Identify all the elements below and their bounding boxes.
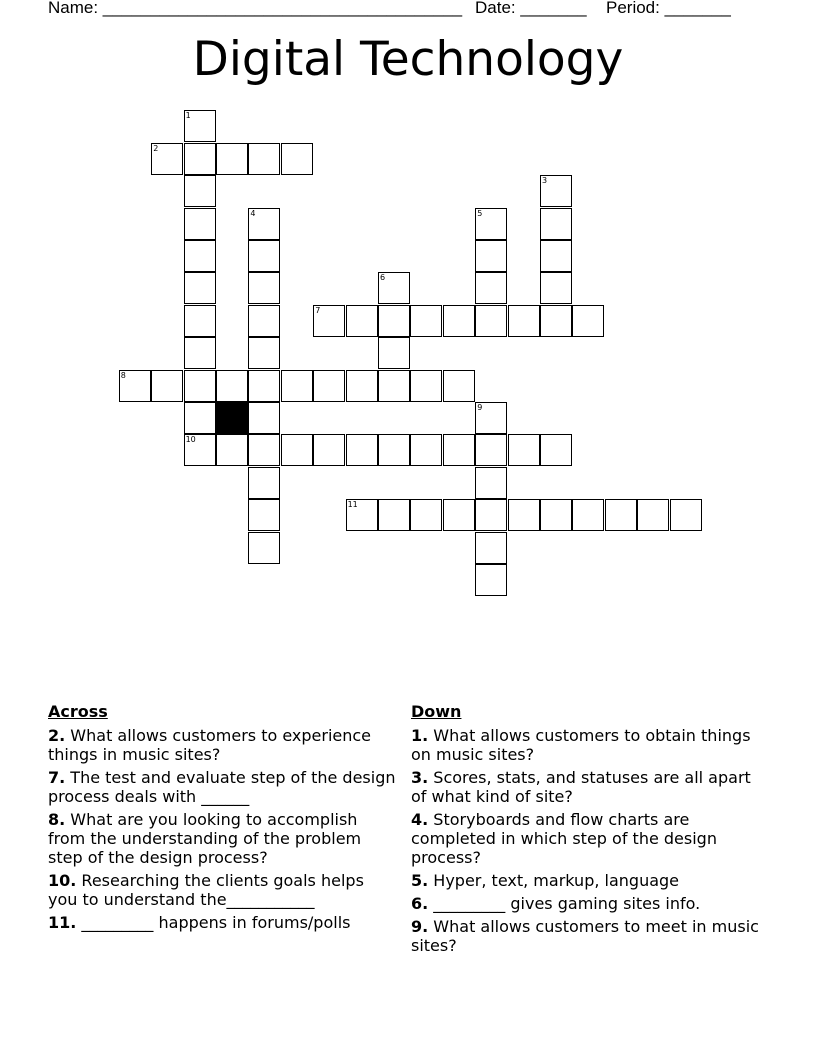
- grid-cell[interactable]: [475, 272, 507, 304]
- grid-cell[interactable]: [346, 434, 378, 466]
- grid-cell[interactable]: [281, 434, 313, 466]
- down-heading: Down: [411, 702, 462, 721]
- grid-cell[interactable]: [540, 208, 572, 240]
- clue-text: What are you looking to accomplish from the understanding of the problem step of the design process?: [48, 810, 362, 867]
- clue-number-label: 5: [477, 208, 483, 218]
- grid-cell[interactable]: [410, 434, 442, 466]
- grid-cell[interactable]: [248, 402, 280, 434]
- clue-number: 4.: [411, 810, 429, 829]
- grid-cell[interactable]: [281, 143, 313, 175]
- grid-cell[interactable]: [248, 499, 280, 531]
- grid-cell[interactable]: [248, 467, 280, 499]
- grid-cell[interactable]: [508, 305, 540, 337]
- across-clue: [48, 871, 398, 909]
- grid-cell[interactable]: [281, 370, 313, 402]
- grid-cell[interactable]: [248, 337, 280, 369]
- across-heading: Across: [48, 702, 108, 721]
- clue-text: Researching the clients goals helps you to understand the___________: [48, 871, 364, 909]
- grid-cell[interactable]: [248, 272, 280, 304]
- grid-cell[interactable]: [443, 305, 475, 337]
- grid-cell[interactable]: [378, 305, 410, 337]
- down-clue: [411, 810, 761, 867]
- grid-cell[interactable]: [184, 175, 216, 207]
- clue-number: 9.: [411, 917, 429, 936]
- grid-cell[interactable]: [475, 305, 507, 337]
- date-field-label: Date: _______: [475, 0, 587, 17]
- grid-cell[interactable]: [184, 240, 216, 272]
- clue-number: 6.: [411, 894, 429, 913]
- grid-cell[interactable]: [346, 370, 378, 402]
- grid-cell[interactable]: [475, 532, 507, 564]
- clue-number: 7.: [48, 768, 66, 787]
- grid-cell[interactable]: [670, 499, 702, 531]
- clue-number: 2.: [48, 726, 66, 745]
- clue-number-label: 3: [542, 176, 548, 186]
- grid-cell[interactable]: [248, 305, 280, 337]
- grid-cell[interactable]: [475, 499, 507, 531]
- clue-text: Hyper, text, markup, language: [428, 871, 680, 890]
- grid-cell[interactable]: [475, 240, 507, 272]
- across-clues: [48, 702, 398, 936]
- across-clue-list: [48, 726, 398, 932]
- grid-cell[interactable]: [443, 370, 475, 402]
- clue-number: 11.: [48, 913, 77, 932]
- grid-cell[interactable]: [346, 305, 378, 337]
- grid-cell[interactable]: [443, 499, 475, 531]
- grid-cell[interactable]: [151, 370, 183, 402]
- grid-cell[interactable]: [410, 499, 442, 531]
- grid-cell[interactable]: [540, 240, 572, 272]
- down-clue: [411, 894, 761, 913]
- clue-number: 1.: [411, 726, 429, 745]
- clue-number-label: 4: [250, 208, 256, 218]
- across-clue: [48, 913, 398, 932]
- grid-cell[interactable]: [605, 499, 637, 531]
- grid-cell[interactable]: [216, 370, 248, 402]
- grid-cell[interactable]: [540, 499, 572, 531]
- grid-cell[interactable]: [184, 143, 216, 175]
- clue-text: Scores, stats, and statuses are all apart of what kind of site?: [411, 768, 751, 806]
- grid-cell[interactable]: [216, 143, 248, 175]
- grid-cell[interactable]: [216, 434, 248, 466]
- clue-text: What allows customers to obtain things on music sites?: [411, 726, 751, 764]
- grid-cell[interactable]: [443, 434, 475, 466]
- grid-cell[interactable]: [378, 370, 410, 402]
- grid-cell[interactable]: [184, 370, 216, 402]
- grid-cell[interactable]: [184, 208, 216, 240]
- grid-cell[interactable]: [475, 434, 507, 466]
- clue-number-label: 1: [185, 111, 191, 121]
- down-clue: [411, 726, 761, 764]
- clue-number: 3.: [411, 768, 429, 787]
- clue-number-label: 8: [120, 370, 126, 380]
- grid-cell[interactable]: [378, 337, 410, 369]
- grid-cell[interactable]: [540, 272, 572, 304]
- grid-cell[interactable]: [540, 434, 572, 466]
- clue-text: Storyboards and flow charts are completed in which step of the design process?: [411, 810, 717, 867]
- clue-text: What allows customers to experience things in music sites?: [48, 726, 372, 764]
- grid-cell[interactable]: [184, 337, 216, 369]
- grid-cell[interactable]: [184, 272, 216, 304]
- clue-number: 5.: [411, 871, 429, 890]
- grid-cell[interactable]: [410, 370, 442, 402]
- grid-cell[interactable]: [475, 467, 507, 499]
- grid-cell[interactable]: [248, 143, 280, 175]
- grid-cell[interactable]: [637, 499, 669, 531]
- clue-text: _________ gives gaming sites info.: [428, 894, 701, 913]
- down-clue: [411, 917, 761, 955]
- clue-number-label: 2: [153, 143, 159, 153]
- grid-cell[interactable]: [508, 499, 540, 531]
- clue-text: What allows customers to meet in music sites?: [411, 917, 759, 955]
- clue-number-label: 7: [315, 305, 321, 315]
- grid-cell[interactable]: [248, 370, 280, 402]
- grid-cell[interactable]: [184, 402, 216, 434]
- grid-cell[interactable]: [410, 305, 442, 337]
- grid-cell[interactable]: [508, 434, 540, 466]
- down-clue-list: [411, 726, 761, 955]
- clue-number-label: 11: [347, 500, 358, 510]
- grid-cell[interactable]: [378, 499, 410, 531]
- grid-cell[interactable]: [572, 499, 604, 531]
- name-field-label: Name: ______________________________________: [48, 0, 463, 17]
- down-clue: [411, 768, 761, 806]
- grid-cell[interactable]: [540, 305, 572, 337]
- grid-cell[interactable]: [248, 240, 280, 272]
- grid-cell[interactable]: [313, 370, 345, 402]
- grid-cell[interactable]: [572, 305, 604, 337]
- down-clues: [411, 702, 761, 959]
- grid-cell[interactable]: [248, 532, 280, 564]
- grid-cell[interactable]: [248, 434, 280, 466]
- period-field-label: Period: _______: [606, 0, 731, 17]
- across-clue: [48, 810, 398, 867]
- clue-number: 8.: [48, 810, 66, 829]
- clue-number: 10.: [48, 871, 77, 890]
- clue-number-label: 9: [477, 403, 483, 412]
- clue-text: _________ happens in forums/polls: [76, 913, 351, 932]
- down-clue: [411, 871, 761, 890]
- grid-cell[interactable]: [184, 305, 216, 337]
- across-clue: [48, 768, 398, 806]
- clue-number-label: 10: [185, 435, 196, 445]
- blocked-cell: [216, 402, 248, 434]
- grid-cell[interactable]: [378, 434, 410, 466]
- clue-number-label: 6: [380, 273, 386, 283]
- puzzle-title: Digital Technology: [192, 32, 624, 87]
- clue-text: The test and evaluate step of the design process deals with ______: [48, 768, 396, 806]
- across-clue: [48, 726, 398, 764]
- grid-cell[interactable]: [313, 434, 345, 466]
- grid-cell[interactable]: [475, 564, 507, 596]
